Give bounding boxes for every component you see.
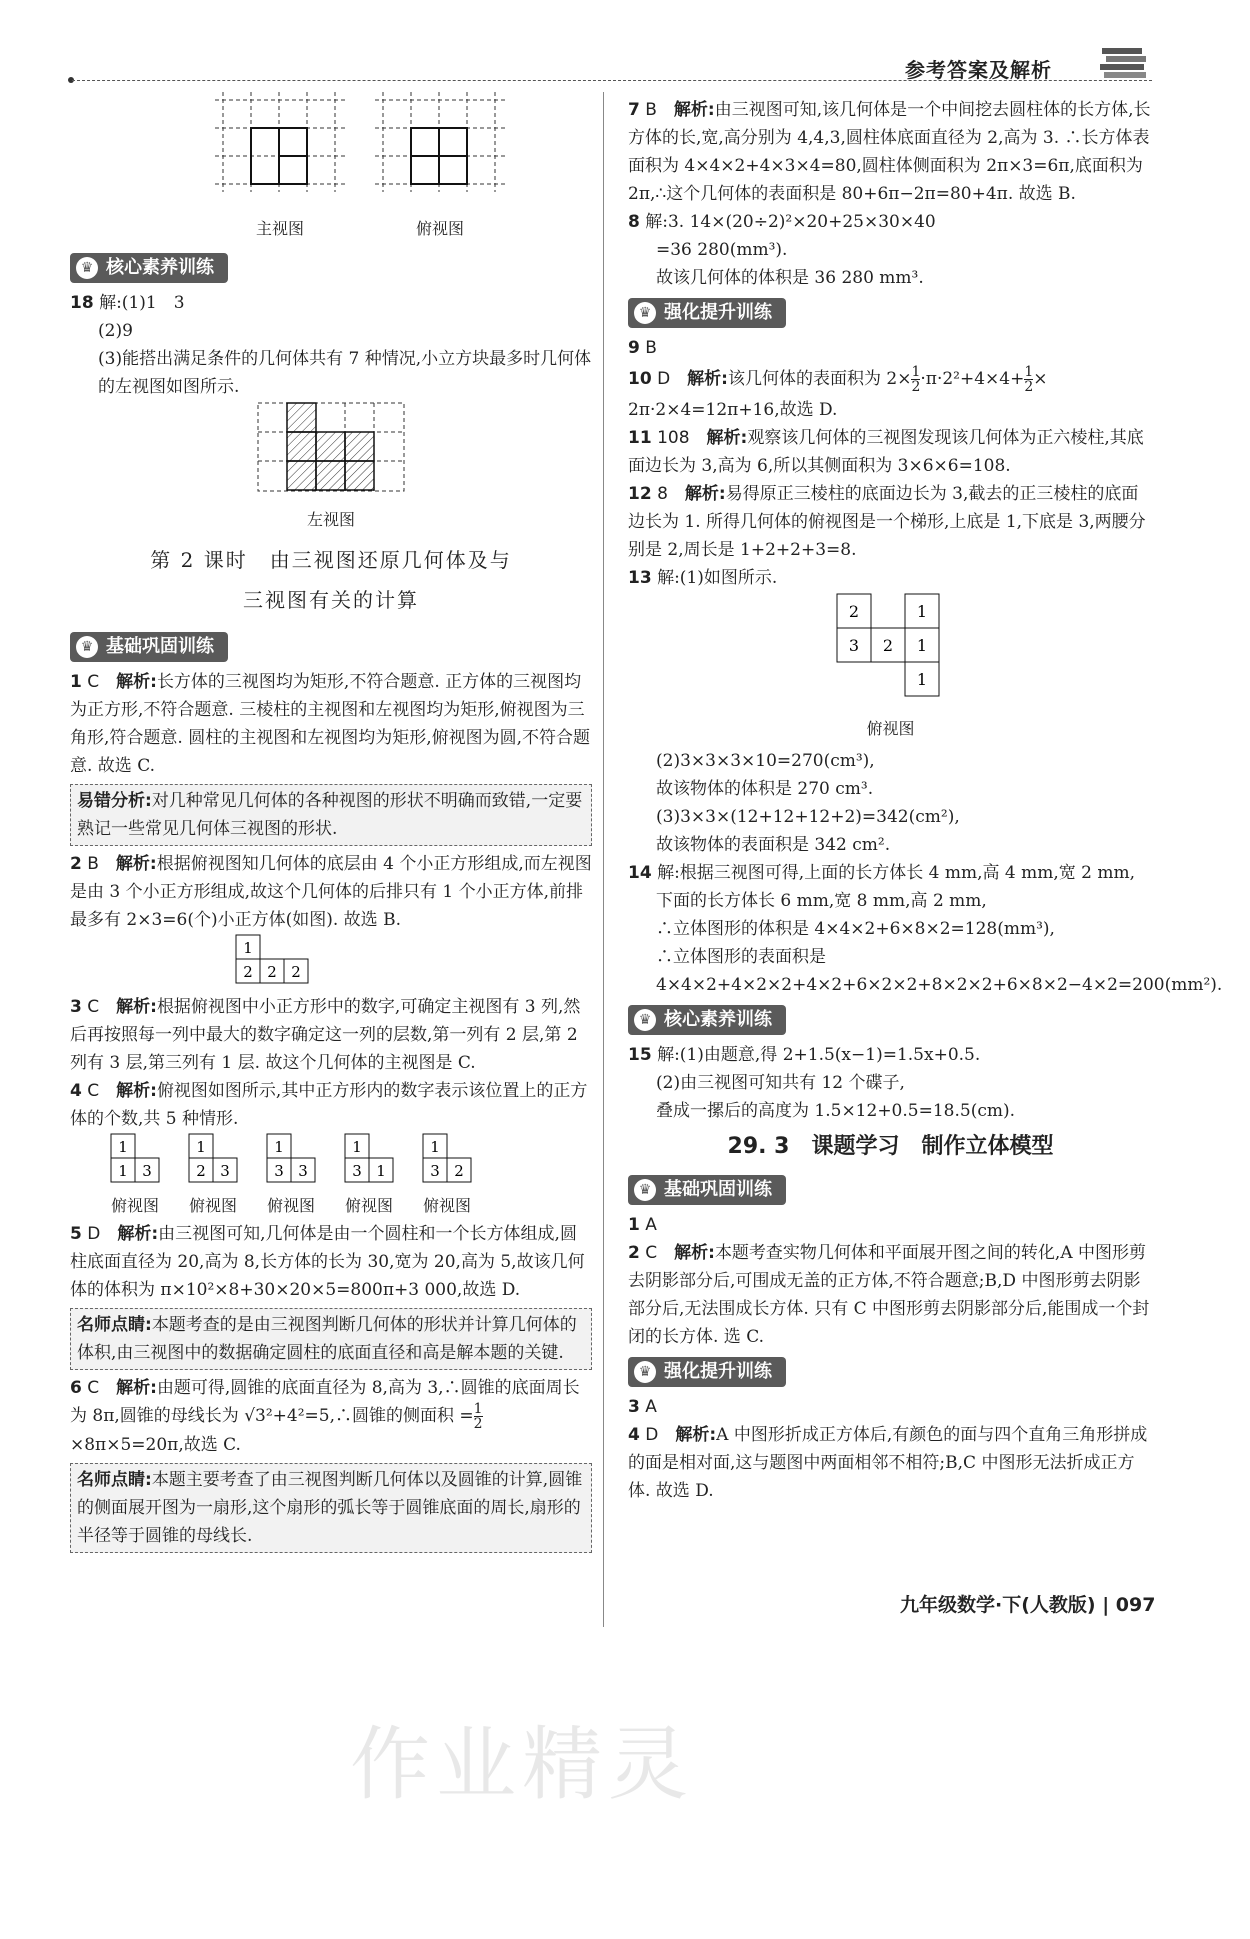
q10-line2: 2π·2×4=12π+16,故选 D. — [628, 400, 838, 420]
q4-view — [266, 1133, 316, 1220]
q4-view — [110, 1133, 160, 1220]
q13-line3: 故该物体的体积是 270 cm³. — [656, 779, 874, 799]
r1: 1 A — [628, 1215, 657, 1235]
q4-cell: 3 — [220, 1162, 230, 1180]
section-badge-advanced: ♛ 强化提升训练 — [628, 298, 786, 328]
header-title: 参考答案及解析 — [905, 58, 1052, 82]
section-badge-advanced: ♛ 强化提升训练 — [628, 1357, 786, 1387]
q8-line2: =36 280(mm³). — [656, 240, 788, 260]
q4-view-label: 俯视图 — [344, 1196, 393, 1215]
q13-line2: (2)3×3×3×10=270(cm³), — [656, 751, 875, 771]
q4-view-diagram — [110, 1133, 160, 1183]
lesson-title: 第 2 课时 由三视图还原几何体及与 三视图有关的计算 — [150, 548, 512, 612]
q13-cell: 1 — [916, 602, 927, 621]
q4-cell: 3 — [142, 1162, 152, 1180]
r3: 3 A — [628, 1397, 657, 1417]
q11: 11 108 解析:观察该几何体的三视图发现该几何体为正六棱柱,其底面边长为 3,高为 6,所以其侧面积为 3×6×6=108. — [628, 428, 1144, 476]
q4-view — [422, 1133, 472, 1220]
q4-cell: 1 — [118, 1162, 128, 1180]
q4-cell: 1 — [376, 1162, 386, 1180]
section-badge-basic: ♛ 基础巩固训练 — [70, 632, 228, 662]
q4-cell: 2 — [454, 1162, 464, 1180]
crown-icon: ♛ — [634, 1009, 656, 1031]
q13-grid-diagram — [836, 592, 946, 702]
q8-line3: 故该几何体的体积是 36 280 mm³. — [656, 268, 924, 288]
crown-icon: ♛ — [634, 302, 656, 324]
q2-cell: 1 — [243, 939, 253, 957]
q13-figure-label: 俯视图 — [866, 719, 915, 738]
q5: 5 D 解析:由三视图可知,几何体是由一个圆柱和一个长方体组成,圆柱底面直径为 20,高为 8,长方体的长为 30,宽为 20,高为 5,故该几何体的体积为 π×10²×8+30×20×5=800π+3 000,故选 D. — [70, 1224, 585, 1300]
q4-view-label: 俯视图 — [266, 1196, 315, 1215]
q15-line2: (2)由三视图可知共有 12 个碟子, — [656, 1073, 905, 1093]
left-view-figure — [70, 401, 592, 534]
q4-view — [188, 1133, 238, 1220]
header-rule — [72, 80, 1152, 81]
section-badge-basic: ♛ 基础巩固训练 — [628, 1175, 786, 1205]
q18-part2: (2)9 — [98, 321, 133, 341]
q9: 9 B — [628, 338, 657, 358]
q4-cell: 1 — [352, 1138, 362, 1156]
fraction: $\frac{1}{2}$ — [1024, 364, 1034, 395]
q4-cell: 3 — [352, 1162, 362, 1180]
q14-line4: ∴立体图形的表面积是 4×4×2+4×2×2+4×2+6×2×2+8×2×2+6×8×2−4×2=200(mm²). — [656, 947, 1223, 995]
q13: 13 解:(1)如图所示. — [628, 568, 778, 588]
q13-cell: 2 — [848, 602, 859, 621]
q4-view-label: 俯视图 — [422, 1196, 471, 1215]
left-view-label: 左视图 — [306, 510, 355, 529]
q4-view-diagram — [266, 1133, 316, 1183]
q13-cell: 1 — [916, 636, 927, 655]
q4-view — [344, 1133, 394, 1220]
q18: 18 解:(1)1 3 — [70, 293, 185, 313]
fraction: $\frac{1}{2}$ — [473, 1401, 483, 1432]
q2-grid — [70, 934, 592, 993]
books-icon — [1098, 46, 1150, 80]
q4-views — [70, 1133, 592, 1220]
q4-cell: 1 — [118, 1138, 128, 1156]
q1: 1 C 解析:长方体的三视图均为矩形,不符合题意. 正方体的三视图均为正方形,不符合题意. 三棱柱的主视图和左视图均为矩形,俯视图为三角形,符合题意. 圆柱的主视图和左视图均为矩形,俯视图为圆,不符合题意. 故选 C. — [70, 672, 591, 776]
crown-icon: ♛ — [634, 1179, 656, 1201]
crown-icon: ♛ — [76, 257, 98, 279]
front-view-label: 主视图 — [255, 219, 304, 238]
q4-cell: 3 — [298, 1162, 308, 1180]
q14-line3: ∴立体图形的体积是 4×4×2+6×8×2=128(mm³), — [656, 919, 1055, 939]
q2-grid-diagram — [235, 934, 315, 984]
right-column — [628, 96, 1223, 1505]
q6: 6 C 解析:由题可得,圆锥的底面直径为 8,高为 3,∴圆锥的底面周长为 8π,圆锥的母线长为 √3²+4²=5,∴圆锥的侧面积 = $\frac{1}{2}$ ×8π×5=20π,故选 C. — [70, 1378, 580, 1455]
q8: 8 解:3. 14×(20÷2)²×20+25×30×40 — [628, 212, 936, 232]
q18-part3: (3)能搭出满足条件的几何体共有 7 种情况,小立方块最多时几何体的左视图如图所示. — [98, 349, 592, 397]
front-view-figure — [215, 92, 345, 247]
q4-view-label: 俯视图 — [188, 1196, 237, 1215]
note-teacher-tip: 名师点睛:本题考查的是由三视图判断几何体的形状并计算几何体的体积,由三视图中的数据确定圆柱的底面直径和高是解本题的关键. — [70, 1308, 592, 1370]
q13-cell: 2 — [882, 636, 893, 655]
q14: 14 解:根据三视图可得,上面的长方体长 4 mm,高 4 mm,宽 2 mm, — [628, 863, 1136, 883]
q7: 7 B 解析:由三视图可知,该几何体是一个中间挖去圆柱体的长方体,长方体的长,宽,高分别为 4,4,3,圆柱体底面直径为 2,高为 3. ∴长方体表面积为 4×4×2+4×3×4=80,圆柱体侧面积为 2π×3=6π,底面积为 2π,∴这个几何体的表面积是 80+6π−2π=80+4π. 故选 B. — [628, 100, 1151, 204]
top-view-diagram — [375, 92, 505, 202]
q2-cell: 2 — [243, 963, 253, 981]
q4-cell: 1 — [274, 1138, 284, 1156]
q4-view-label: 俯视图 — [110, 1196, 159, 1215]
crown-icon: ♛ — [76, 636, 98, 658]
fraction: $\frac{1}{2}$ — [911, 364, 921, 395]
sqrt-expression: √3²+4² — [244, 1406, 305, 1426]
q13-cell: 3 — [848, 636, 859, 655]
q4-cell: 3 — [274, 1162, 284, 1180]
q13-figure — [628, 592, 1153, 743]
q4-cell: 1 — [430, 1138, 440, 1156]
page-number: 097 — [1115, 1594, 1156, 1616]
watermark: 作业精灵 — [350, 1718, 694, 1811]
section-badge-core: ♛ 核心素养训练 — [70, 253, 228, 283]
q15: 15 解:(1)由题意,得 2+1.5(x−1)=1.5x+0.5. — [628, 1045, 981, 1065]
q13-cell: 1 — [916, 670, 927, 689]
q4-view-diagram — [422, 1133, 472, 1183]
front-view-diagram — [215, 92, 345, 202]
q2: 2 B 解析:根据俯视图知几何体的底层由 4 个小正方形组成,而左视图是由 3 个小正方形组成,故这个几何体的后排只有 1 个小正方体,前排最多有 2×3=6(个)小正方体(如图). 故选 B. — [70, 854, 592, 930]
r4: 4 D 解析:A 中图形折成正方体后,有颜色的面与四个直角三角形拼成的面是相对面,这与题图中两面相邻不相符;B,C 中图形无法折成正方体. 故选 D. — [628, 1425, 1148, 1501]
q15-line3: 叠成一摞后的高度为 1.5×12+0.5=18.5(cm). — [656, 1101, 1016, 1121]
q4-cell: 1 — [196, 1138, 206, 1156]
top-view-label: 俯视图 — [415, 219, 464, 238]
q10: 10 D 解析:该几何体的表面积为 2× $\frac{1}{2}$ ·π·2²+4×4+ $\frac{1}{2}$ × — [628, 364, 1048, 395]
q13-line5: 故该物体的表面积是 342 cm². — [656, 835, 891, 855]
q2-cell: 2 — [267, 963, 277, 981]
q4-view-diagram — [344, 1133, 394, 1183]
section-badge-core: ♛ 核心素养训练 — [628, 1005, 786, 1035]
q4-cell: 2 — [196, 1162, 206, 1180]
note-teacher-tip: 名师点睛:本题主要考查了由三视图判断几何体以及圆锥的计算,圆锥的侧面展开图为一扇形,这个扇形的弧长等于圆锥底面的周长,扇形的半径等于圆锥的母线长. — [70, 1463, 592, 1553]
q4-view-diagram — [188, 1133, 238, 1183]
footer: 九年级数学·下(人教版) | 097 — [900, 1594, 1156, 1616]
q2-cell: 2 — [291, 963, 301, 981]
q13-line4: (3)3×3×(12+12+12+2)=342(cm²), — [656, 807, 960, 827]
left-column — [70, 92, 592, 1557]
q14-line2: 下面的长方体长 6 mm,宽 8 mm,高 2 mm, — [656, 891, 987, 911]
section-title: 29. 3 课题学习 制作立体模型 — [727, 1134, 1054, 1159]
footer-text: 九年级数学·下(人教版) — [900, 1594, 1096, 1616]
q4-cell: 3 — [430, 1162, 440, 1180]
left-view-diagram — [256, 401, 406, 493]
fig-front-top-views — [70, 92, 592, 247]
note-error-analysis: 易错分析:对几种常见几何体的各种视图的形状不明确而致错,一定要熟记一些常见几何体三视图的形状. — [70, 784, 592, 846]
r2: 2 C 解析:本题考查实物几何体和平面展开图之间的转化,A 中图形剪去阴影部分后,可围成无盖的正方体,不符合题意;B,D 中图形剪去阴影部分后,无法围成长方体. 只有 C 中图形剪去阴影部分后,能围成一个封闭的长方体. 选 C. — [628, 1243, 1150, 1347]
crown-icon: ♛ — [634, 1361, 656, 1383]
top-view-figure — [375, 92, 505, 247]
q12: 12 8 解析:易得原正三棱柱的底面边长为 3,截去的正三棱柱的底面边长为 1. 所得几何体的俯视图是一个梯形,上底是 1,下底是 3,两腰分别是 2,周长是 1+2+2+3=8. — [628, 484, 1146, 560]
q3: 3 C 解析:根据俯视图中小正方形中的数字,可确定主视图有 3 列,然后再按照每一列中最大的数字确定这一列的层数,第一列有 2 层,第 2 列有 3 层,第三列有 1 层. 故这个几何体的主视图是 C. — [70, 997, 581, 1073]
column-divider — [603, 92, 604, 1627]
q4: 4 C 解析:俯视图如图所示,其中正方形内的数字表示该位置上的正方体的个数,共 5 种情形. — [70, 1081, 588, 1129]
